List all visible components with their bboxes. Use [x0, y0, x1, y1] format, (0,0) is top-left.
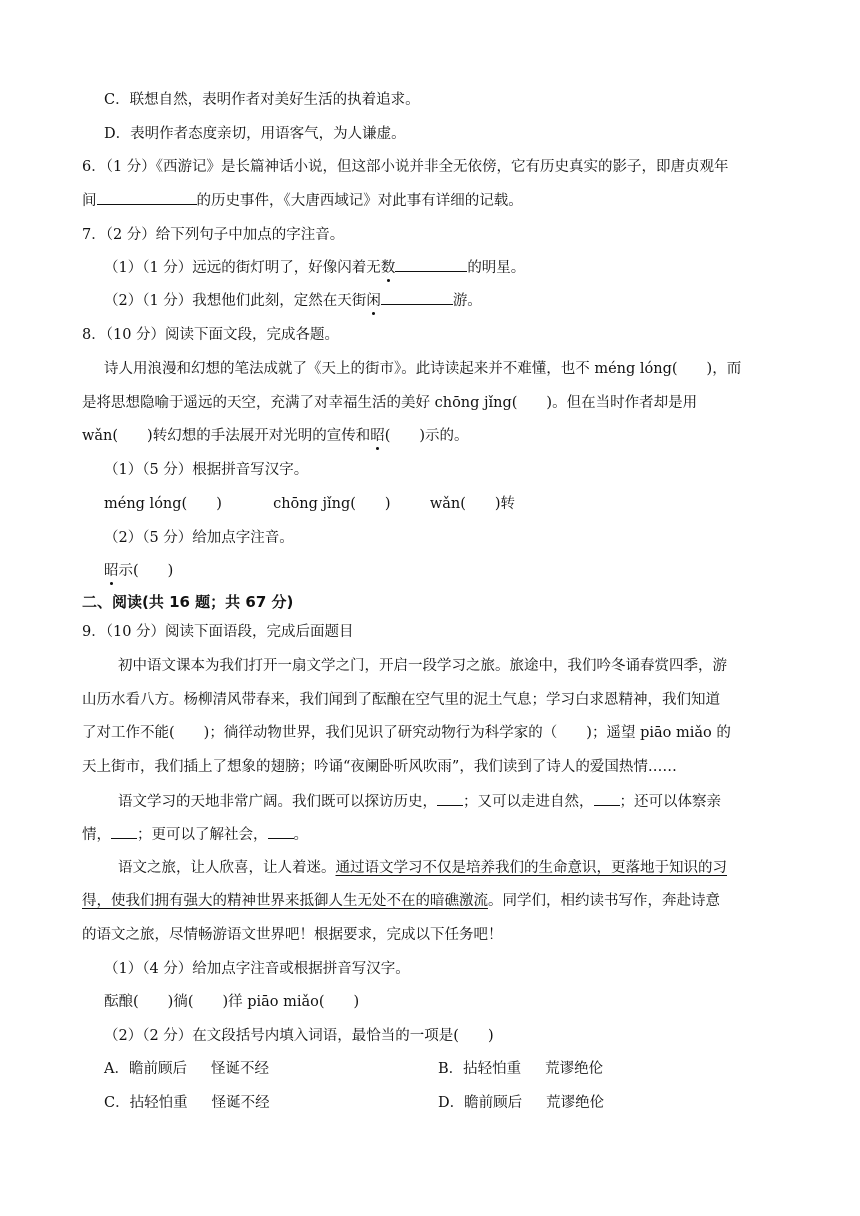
- q8-passage-line3: [82, 426, 469, 446]
- underlined-sentence: 得，使我们拥有强大的精神世界来抵御人生无处不在的暗礁激流: [82, 893, 488, 909]
- q9-p6-c: 。: [293, 827, 308, 843]
- q7-sub2: [104, 290, 482, 311]
- dotted-char: 昭: [370, 428, 385, 444]
- q8-sub1: （1）（5 分）根据拼音写汉字。: [104, 462, 309, 478]
- q9-sub1: （1）（4 分）给加点字注音或根据拼音写汉字。: [104, 961, 410, 977]
- q7-sub1-post: 的明星。: [467, 260, 526, 276]
- option-letter: B．: [438, 1061, 464, 1077]
- q8-stem: 8．（10 分）阅读下面文段，完成各题。: [82, 327, 340, 343]
- q5-option-d: D．表明作者态度亲切，用语客气，为人谦虚。: [104, 126, 406, 142]
- q9-p6-b: ；更可以了解社会，: [137, 827, 268, 843]
- q9-p5-b: ；又可以走进自然，: [463, 794, 594, 810]
- option-word: 荒谬绝伦: [546, 1095, 605, 1111]
- q9-sub1-items: 酝酿( )徜( )徉 piāo miǎo( ): [104, 994, 360, 1010]
- option-word: 荒谬绝伦: [545, 1061, 604, 1077]
- option-letter: D．: [438, 1095, 465, 1111]
- q7-sub2-post: 游。: [452, 293, 482, 309]
- q9-p5-c: ；还可以体察亲: [619, 794, 721, 810]
- q8-sub2: （2）（5 分）给加点字注音。: [104, 530, 294, 546]
- option-letter: A．: [104, 1061, 129, 1077]
- option-d[interactable]: [438, 1093, 604, 1113]
- q9-passage-line4: 天上街市，我们插上了想象的翅膀；吟诵“夜阑卧听风吹雨”，我们读到了诗人的爱国热情……: [82, 759, 677, 775]
- q8-p3-post: ( )示的。: [384, 428, 469, 444]
- q6-stem: 6．（1 分）《西游记》是长篇神话小说，但这部小说并非全无依傍，它有历史真实的影子，即唐贞观年: [82, 159, 729, 175]
- q8-passage-line1: 诗人用浪漫和幻想的笔法成就了《天上的街市》。此诗读起来并不难懂，也不 méng lóng( )，而: [104, 361, 742, 377]
- q9-p6-a: 情，: [82, 827, 111, 843]
- option-word: 瞻前顾后: [464, 1095, 523, 1111]
- option-word: 拈轻怕重: [463, 1061, 522, 1077]
- q9-sub2: （2）（2 分）在文段括号内填入词语，最恰当的一项是( ): [104, 1028, 494, 1044]
- q6-line2-pre: 间: [82, 193, 97, 209]
- q7-sub1-pre: （1）（1 分）远远的街灯明了，好像闪着无: [104, 260, 381, 276]
- option-word: 怪诞不经: [210, 1061, 269, 1077]
- q9-p5-a: 语文学习的天地非常广阔。我们既可以探访历史，: [118, 794, 437, 810]
- q6-line2: [82, 190, 523, 211]
- pinyin-item: méng lóng( ): [104, 496, 222, 512]
- option-c[interactable]: [104, 1093, 270, 1113]
- q9-passage-line8: [82, 891, 720, 911]
- answer-blank[interactable]: [268, 824, 294, 839]
- q7-stem: 7．（2 分）给下列句子中加点的字注音。: [82, 227, 345, 243]
- q9-passage-line5: [118, 791, 721, 812]
- q8-passage-line2: 是将思想隐喻于遥远的天空，充满了对幸福生活的美好 chōng jǐng( )。但在当时作者却是用: [82, 395, 698, 411]
- q7-sub1: [104, 257, 525, 278]
- q7-sub2-pre: （2）（1 分）我想他们此刻，定然在天街: [104, 293, 367, 309]
- option-letter: C．: [104, 1095, 130, 1111]
- q9-p8-post: 。同学们，相约读书写作，奔赴诗意: [488, 893, 720, 909]
- option-b[interactable]: [438, 1059, 603, 1079]
- q8-sub2-item: [104, 561, 173, 581]
- answer-blank[interactable]: [594, 791, 620, 806]
- pinyin-item: wǎn( )转: [429, 496, 516, 512]
- q9-passage-line6: [82, 824, 308, 845]
- option-word: 怪诞不经: [211, 1095, 270, 1111]
- q9-passage-line3: 了对工作不能( )；徜徉动物世界，我们见识了研究动物行为科学家的（ )；遥望 piāo miǎo 的: [82, 725, 731, 741]
- section-heading: 二、阅读(共 16 题；共 67 分): [82, 593, 294, 611]
- q8-sub1-items: [104, 494, 515, 514]
- option-a[interactable]: [104, 1059, 269, 1079]
- q9-passage-line7: [118, 858, 727, 878]
- answer-blank[interactable]: [395, 257, 467, 272]
- option-word: 拈轻怕重: [129, 1095, 188, 1111]
- q9-stem: 9．（10 分）阅读下面语段，完成后面题目: [82, 624, 354, 640]
- q5-option-c: C．联想自然，表明作者对美好生活的执着追求。: [104, 92, 420, 108]
- answer-blank[interactable]: [437, 791, 463, 806]
- dotted-char: 数: [380, 260, 396, 276]
- q6-line2-post: 的历史事件，《大唐西域记》对此事有详细的记载。: [196, 193, 523, 209]
- dotted-char: 闲: [366, 293, 381, 309]
- q8-sub2-post: 示( ): [118, 563, 174, 579]
- answer-blank[interactable]: [111, 824, 137, 839]
- q9-passage-line1: 初中语文课本为我们打开一扇文学之门，开启一段学习之旅。旅途中，我们吟冬诵春赏四季，游: [118, 658, 727, 674]
- q9-p7-pre: 语文之旅，让人欣喜，让人着迷。: [118, 860, 336, 876]
- q8-p3-pre: wǎn( )转幻想的手法展开对光明的宣传和: [82, 428, 371, 444]
- answer-blank[interactable]: [97, 190, 197, 205]
- q9-passage-line9: 的语文之旅，尽情畅游语文世界吧！根据要求，完成以下任务吧！: [82, 927, 503, 943]
- answer-blank[interactable]: [381, 290, 453, 305]
- pinyin-item: chōng jǐng( ): [273, 496, 391, 512]
- underlined-sentence: 通过语文学习不仅是培养我们的生命意识，更落地于知识的习: [335, 860, 727, 876]
- option-word: 瞻前顾后: [128, 1061, 187, 1077]
- dotted-char: 昭: [104, 563, 119, 579]
- q9-passage-line2: 山历水看八方。杨柳清风带春来，我们闻到了酝酿在空气里的泥土气息；学习白求恩精神，我们知道: [82, 692, 720, 708]
